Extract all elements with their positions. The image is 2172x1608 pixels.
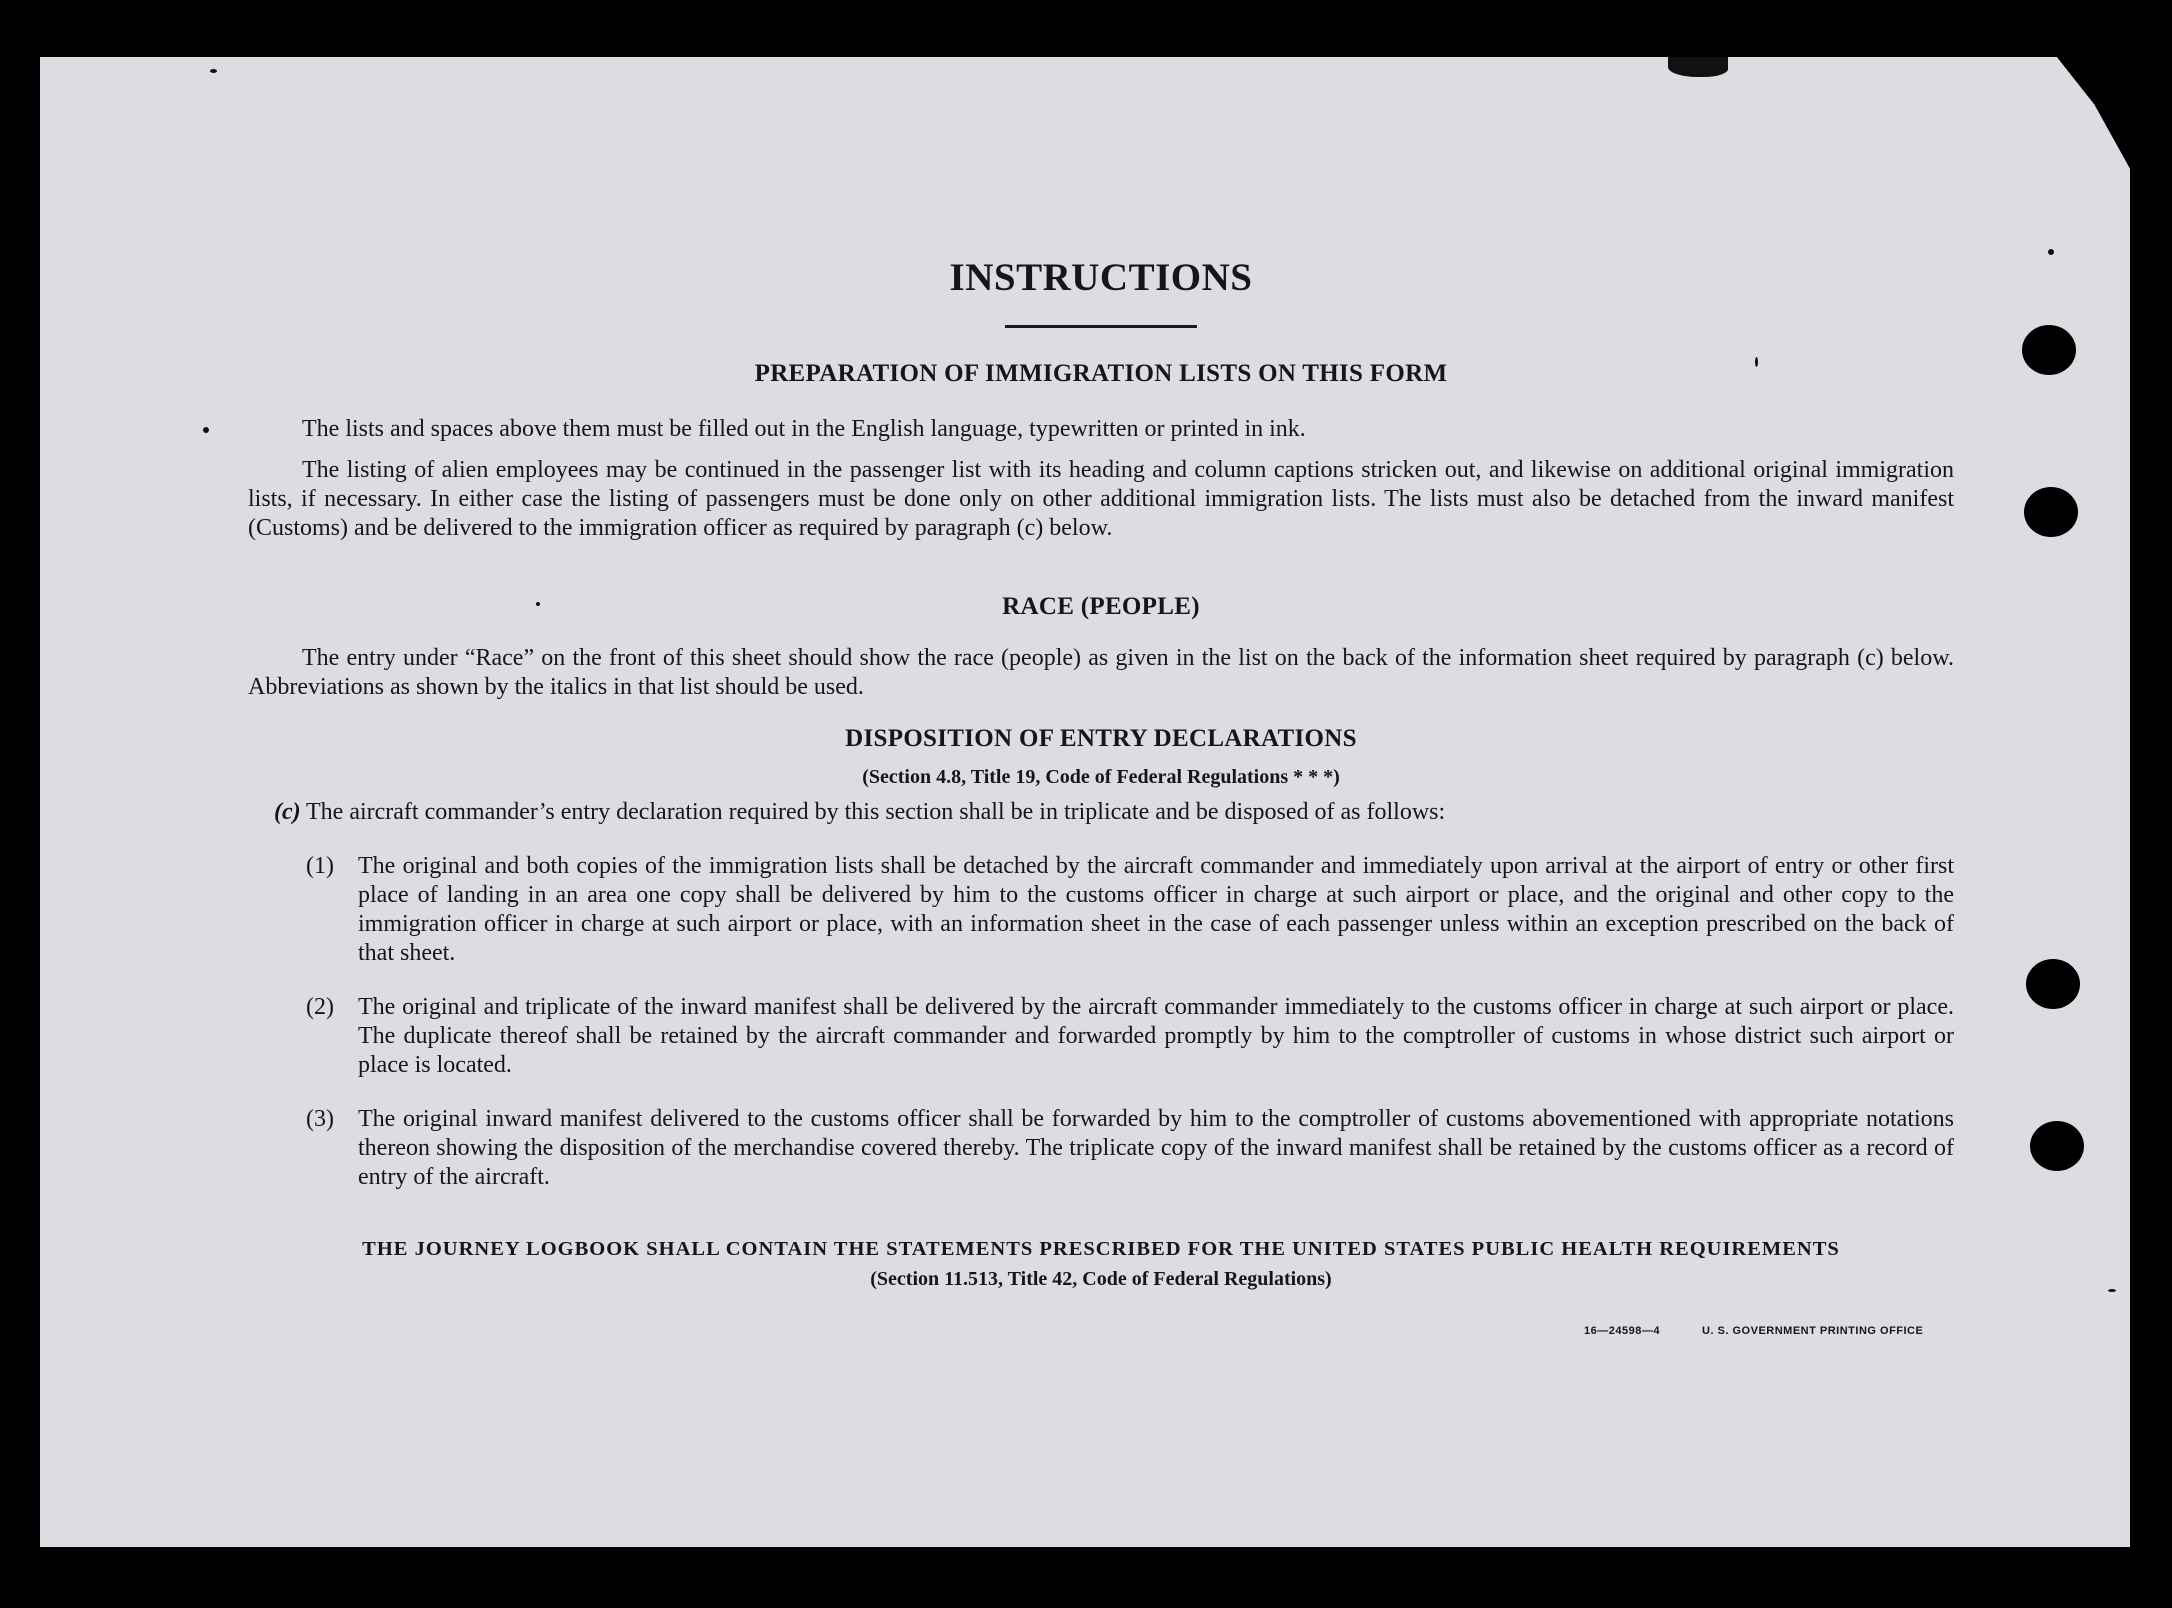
paragraph: The lists and spaces above them must be filled out in the English language, typewritten or printed in ink.: [302, 416, 1306, 442]
item-number: (1): [306, 853, 334, 879]
item-label: (c): [274, 799, 301, 825]
punch-hole: [2030, 1121, 2084, 1171]
item-text: The aircraft commander’s entry declaration required by this section shall be in triplicate and be disposed of as follows:: [306, 799, 1446, 825]
ink-speck: [203, 427, 209, 433]
paragraph: The entry under “Race” on the front of this sheet should show the race (people) as given in the list on the back of the information sheet required by paragraph (c) below. Abbreviations as shown by the italics in that list should be used.: [248, 645, 1954, 700]
item-text: The original inward manifest delivered to the customs officer shall be forwarded by him to the comptroller of customs abovementioned with appropriate notations thereon showing the disposition of the merchandise covered thereby. The triplicate copy of the inward manifest shall be retained by the customs officer as a record of entry of the aircraft.: [358, 1106, 1954, 1190]
title-underline: [1005, 325, 1197, 328]
list-item: [274, 798, 1954, 827]
section-heading-disposition: DISPOSITION OF ENTRY DECLARATIONS: [845, 725, 1357, 752]
punch-hole: [2024, 487, 2078, 537]
page-title: INSTRUCTIONS: [949, 256, 1253, 299]
punch-hole: [2026, 959, 2080, 1009]
document-text: [248, 0, 1954, 1608]
section-heading-race: RACE (PEOPLE): [1002, 593, 1200, 620]
punch-hole: [2022, 325, 2076, 375]
list-item: [306, 852, 1954, 968]
ink-speck: [210, 69, 217, 73]
item-number: (3): [306, 1106, 334, 1132]
list-item: [306, 993, 1954, 1080]
printer-imprint: U. S. GOVERNMENT PRINTING OFFICE: [1702, 1325, 1924, 1337]
list-item: [306, 1105, 1954, 1192]
health-requirements-statement: THE JOURNEY LOGBOOK SHALL CONTAIN THE STATEMENTS PRESCRIBED FOR THE UNITED STATES PUBLIC HEALTH REQUIREMENTS: [362, 1238, 1840, 1260]
regulation-citation: (Section 11.513, Title 42, Code of Federal Regulations): [870, 1268, 1332, 1290]
paragraph: The listing of alien employees may be continued in the passenger list with its heading and column captions stricken out, and likewise on additional original immigration lists, if necessary. In either case the listing of passengers must be done only on other additional immigration lists. The lists must also be detached from the inward manifest (Customs) and be delivered to the immigration officer as required by paragraph (c) below.: [248, 457, 1954, 541]
regulation-citation: (Section 4.8, Title 19, Code of Federal Regulations * * *): [862, 766, 1340, 788]
ink-speck: [2108, 1289, 2116, 1292]
item-text: The original and both copies of the immigration lists shall be detached by the aircraft commander and immediately upon arrival at the airport of entry or other first place of landing in an area one copy shall be delivered by him to the customs officer in charge at such airport or place, and the original and other copy to the immigration officer in charge at such airport or place, with an information sheet in the case of each passenger unless within an exception prescribed on the back of that sheet.: [358, 853, 1954, 966]
form-number: 16—24598—4: [1584, 1325, 1660, 1337]
section-heading-immigration-lists: PREPARATION OF IMMIGRATION LISTS ON THIS FORM: [754, 360, 1448, 387]
ink-speck: [2048, 249, 2054, 255]
item-text: The original and triplicate of the inward manifest shall be delivered by the aircraft commander immediately to the customs officer in charge at such airport or place. The duplicate thereof shall be retained by the aircraft commander and forwarded promptly by him to the comptroller of customs in whose district such airport or place is located.: [358, 994, 1954, 1078]
item-number: (2): [306, 994, 334, 1020]
